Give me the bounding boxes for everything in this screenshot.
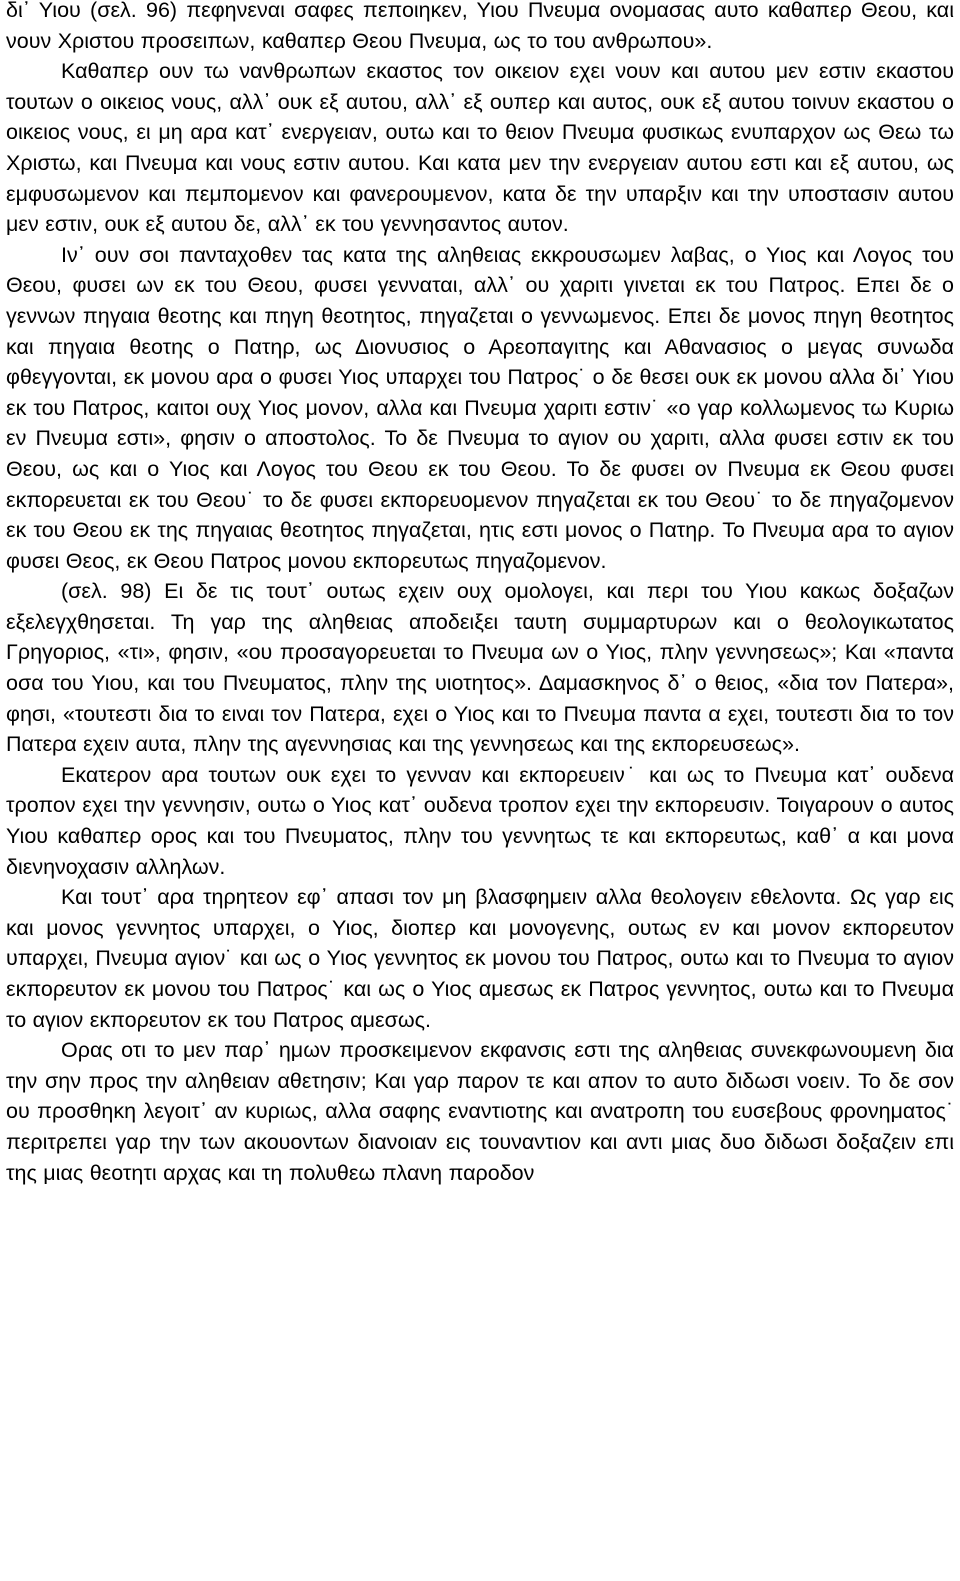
document-body — [6, 0, 954, 1188]
paragraph-4: (σελ. 98) Ει δε τις τουτ᾽ ουτως εχειν ουχ ομολογει, και περι του Υιου κακως δοξαζων εξελεγχθησεται. Τη γαρ της αληθειας αποδειξει ταυτη συμμαρτυρων και ο θεολογικωτατος Γρηγοριος, «τι», φησιν, «ου προσαγορευεται το Πνευμα ων ο Υιος, πλην γεννησεως»; Και «παντα οσα του Υιου, και του Πνευματος, πλην της υιοτητος». Δαμασκηνος δ᾽ ο θειος, «δια τον Πατερα», φησι, «τουτεστι δια το ειναι τον Πατερα, εχει ο Υιος και το Πνευμα παντα α εχει, τουτεστι δια το τον Πατερα εχειν αυτα, πλην της αγεννησιας και της γεννησεως και της εκπορευσεως». — [6, 579, 954, 757]
paragraph-2: Καθαπερ ουν τω νανθρωπων εκαστος τον οικειον εχει νουν και αυτου μεν εστιν εκαστου τουτων ο οικειος νους, αλλ᾽ ουκ εξ αυτου, αλλ᾽ εξ ουπερ και αυτος, ουκ εξ αυτου τοινυν εκαστου ο οικειος νους, ει μη αρα κατ᾽ ενεργειαν, ουτω και το θειον Πνευμα φυσικως ενυπαρχον ως Θεω τω Χριστω, και Πνευμα και νους εστιν αυτου. Και κατα μεν την ενεργειαν αυτου εστι και εξ αυτου, ως εμφυσωμενον και πεμπομενον και φανερουμενον, κατα δε την υπαρξιν και την υποστασιν αυτου μεν εστιν, ουκ εξ αυτου δε, αλλ᾽ εκ του γεννησαντος αυτον. — [6, 59, 954, 237]
paragraph-6: Και τουτ᾽ αρα τηρητεον εφ᾽ απασι τον μη βλασφημειν αλλα θεολογειν εθελοντα. Ως γαρ εις και μονος γεννητος υπαρχει, ο Υιος, διοπερ και μονογενης, ουτως εν και μονον εκπορευτον υπαρχει, Πνευμα αγιον˙ και ως ο Υιος γεννητος εκ μονου του Πατρος, ουτω και το Πνευμα το αγιον εκπορευτον εκ μονου του Πατρος˙ και ως ο Υιος αμεσως εκ Πατρος γεννητος, ουτω και το Πνευμα το αγιον εκπορευτον εκ του Πατρος αμεσως. — [6, 885, 954, 1032]
paragraph-3: Ιν᾽ ουν σοι πανταχοθεν τας κατα της αληθειας εκκρουσωμεν λαβας, ο Υιος και Λογος του Θεου, φυσει ων εκ του Θεου, φυσει γενναται, αλλ᾽ ου χαριτι γινεται εκ του Πατρος. Επει δε ο γεννων πηγαια θεοτης και πηγη θεοτητος, πηγαζεται ο γεννωμενος. Επει δε μονος πηγη θεοτητος και πηγαια θεοτης ο Πατηρ, ως Διονυσιος ο Αρεοπαγιτης και Αθανασιος ο μεγας συνωδα φθεγγονται, εκ μονου αρα ο φυσει Υιος υπαρχει του Πατρος˙ ο δε θεσει ουκ εκ μονου αλλα δι᾽ Υιου εκ του Πατρος, καιτοι ουχ Υιος μονον, αλλα και Πνευμα χαριτι εστιν˙ «ο γαρ κολλωμενος τω Κυριω εν Πνευμα εστι», φησιν ο αποστολος. Το δε Πνευμα το αγιον ου χαριτι, αλλα φυσει εστιν εκ του Θεου, ως και ο Υιος και Λογος του Θεου εκ του Θεου. Το δε φυσει ον Πνευμα εκ Θεου φυσει εκπορευεται εκ του Θεου˙ το δε φυσει εκπορευομενον πηγαζεται εκ του Θεου˙ το δε πηγαζομενον εκ του Θεου εκ της πηγαιας θεοτητος πηγαζεται, ητις εστι μονος ο Πατηρ. Το Πνευμα αρα το αγιον φυσει Θεος, εκ Θεου Πατρος μονου εκπορευτως πηγαζομενον. — [6, 242, 954, 573]
paragraph-1: δι᾽ Υιου (σελ. 96) πεφηνεναι σαφες πεποιηκεν, Υιου Πνευμα ονομασας αυτο καθαπερ Θεου, και νουν Χριστου προσειπων, καθαπερ Θεου Πνευμα, ως το του ανθρωπου». — [6, 0, 954, 53]
paragraph-7: Ορας οτι το μεν παρ᾽ ημων προσκειμενον εκφανσις εστι της αληθειας συνεκφωνουμενη δια την σην προς την αληθειαν αθετησιν; Και γαρ παρον τε και απον το αυτο διδωσι νοειν. Το δε σον ου προσθηκη λεγοιτ᾽ αν κυριως, αλλα σαφης εναντιοτης και ανατροπη του ευσεβους φρονηματος˙ περιτρεπει γαρ την των ακουοντων διανοιαν εις τουναντιον και αντι μιας δυο διδωσι δοξαζειν επι της μιας θεοτητι αρχας και τη πολυθεω πλανη παροδον — [6, 1038, 954, 1185]
paragraph-5: Εκατερον αρα τουτων ουκ εχει το γενναν και εκπορευειν˙ και ως το Πνευμα κατ᾽ ουδενα τροπον εχει την γεννησιν, ουτω ο Υιος κατ᾽ ουδενα τροπον εχει την εκπορευσιν. Τοιγαρουν ο αυτος Υιου καθαπερ ορος και του Πνευματος, πλην του γεννητως τε και εκπορευτως, καθ᾽ α και μονα διενηνοχασιν αλληλων. — [6, 762, 954, 879]
